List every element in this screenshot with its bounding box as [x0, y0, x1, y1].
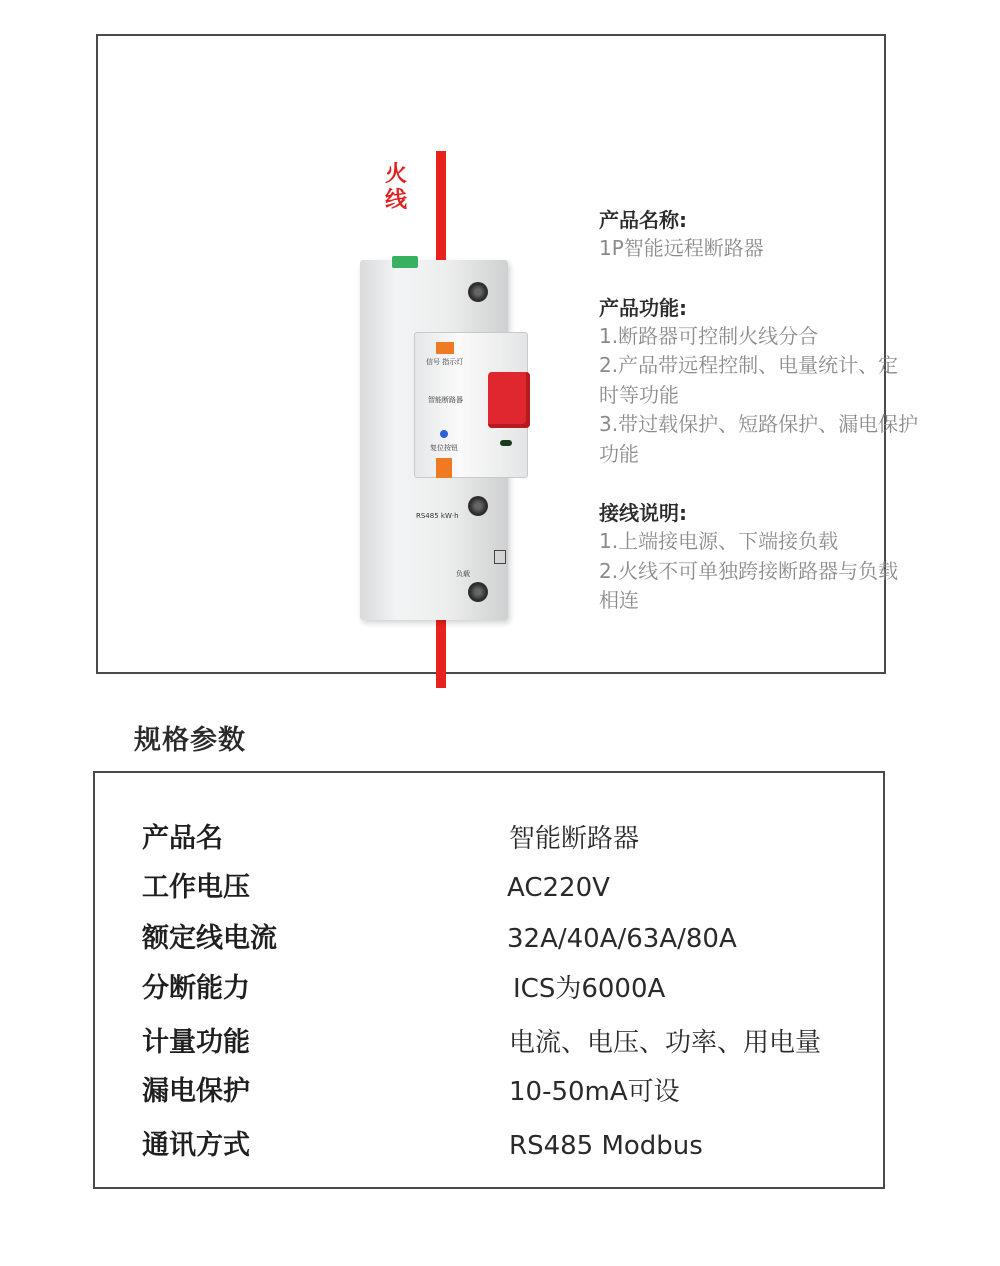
signal-indicator	[436, 342, 454, 354]
spec-row	[95, 1072, 883, 1112]
spec-value: 智能断路器	[509, 824, 640, 854]
section-line: 3.带过载保护、短路保护、漏电保护	[599, 412, 919, 436]
spec-row	[95, 1023, 883, 1063]
section-line: 2.火线不可单独跨接断路器与负载	[599, 558, 899, 583]
section-line: 2.产品带远程控制、电量统计、定	[599, 353, 899, 377]
reset-button-dot	[440, 430, 448, 438]
section-line: 时等功能	[599, 382, 679, 407]
desc-section-function	[599, 294, 979, 470]
section-line: 相连	[599, 588, 639, 612]
spec-table	[93, 771, 885, 1189]
live-wire-top	[436, 151, 446, 261]
spec-key: 计量功能	[142, 1027, 250, 1058]
status-led	[500, 440, 512, 446]
spec-key: 额定线电流	[142, 923, 277, 954]
desc-section-wiring	[599, 499, 979, 616]
section-line: 1P智能远程断路器	[599, 236, 764, 260]
spec-value: ICS为6000A	[513, 974, 666, 1004]
section-heading: 产品名称:	[599, 208, 687, 232]
spec-key: 通讯方式	[142, 1130, 250, 1161]
spec-row	[95, 868, 883, 908]
spec-value: 电流、电压、功率、用电量	[509, 1028, 822, 1058]
screw-icon	[468, 282, 488, 302]
screw-icon	[468, 496, 488, 516]
breaker-text-meter: RS485 kW·h	[416, 512, 459, 520]
spec-title: 规格参数	[134, 725, 246, 756]
breaker-text-load: 负载	[456, 570, 470, 578]
spec-row	[95, 819, 883, 859]
lock-tab	[436, 458, 452, 478]
spec-key: 分断能力	[142, 973, 250, 1004]
spec-key: 产品名	[142, 823, 223, 854]
section-line: 1.断路器可控制火线分合	[599, 323, 819, 348]
desc-section-name	[599, 206, 979, 264]
section-heading: 接线说明:	[599, 501, 687, 525]
section-heading: 产品功能:	[599, 295, 687, 320]
screw-icon	[468, 582, 488, 602]
breaker-text-name: 智能断路器	[428, 396, 463, 404]
live-wire-label: 火线	[384, 162, 407, 213]
load-icon	[494, 550, 506, 564]
breaker-lever	[488, 372, 530, 428]
breaker-image	[356, 250, 528, 622]
section-line: 功能	[599, 441, 639, 466]
spec-value: 10-50mA可设	[509, 1077, 680, 1107]
spec-row	[95, 969, 883, 1009]
product-description	[599, 206, 979, 646]
spec-value: RS485 Modbus	[509, 1131, 703, 1161]
spec-value: AC220V	[507, 873, 610, 903]
spec-row	[95, 1126, 883, 1166]
terminal-block	[392, 256, 418, 268]
spec-value: 32A/40A/63A/80A	[507, 924, 737, 954]
spec-key: 工作电压	[142, 872, 250, 903]
breaker-text-indicator: 信号 指示灯	[426, 358, 464, 366]
spec-row	[95, 919, 883, 959]
product-panel	[96, 34, 919, 674]
breaker-text-reset: 复位按钮	[430, 444, 458, 452]
live-wire-bottom	[436, 616, 446, 688]
spec-key: 漏电保护	[142, 1076, 250, 1107]
section-line: 1.上端接电源、下端接负载	[599, 529, 839, 553]
